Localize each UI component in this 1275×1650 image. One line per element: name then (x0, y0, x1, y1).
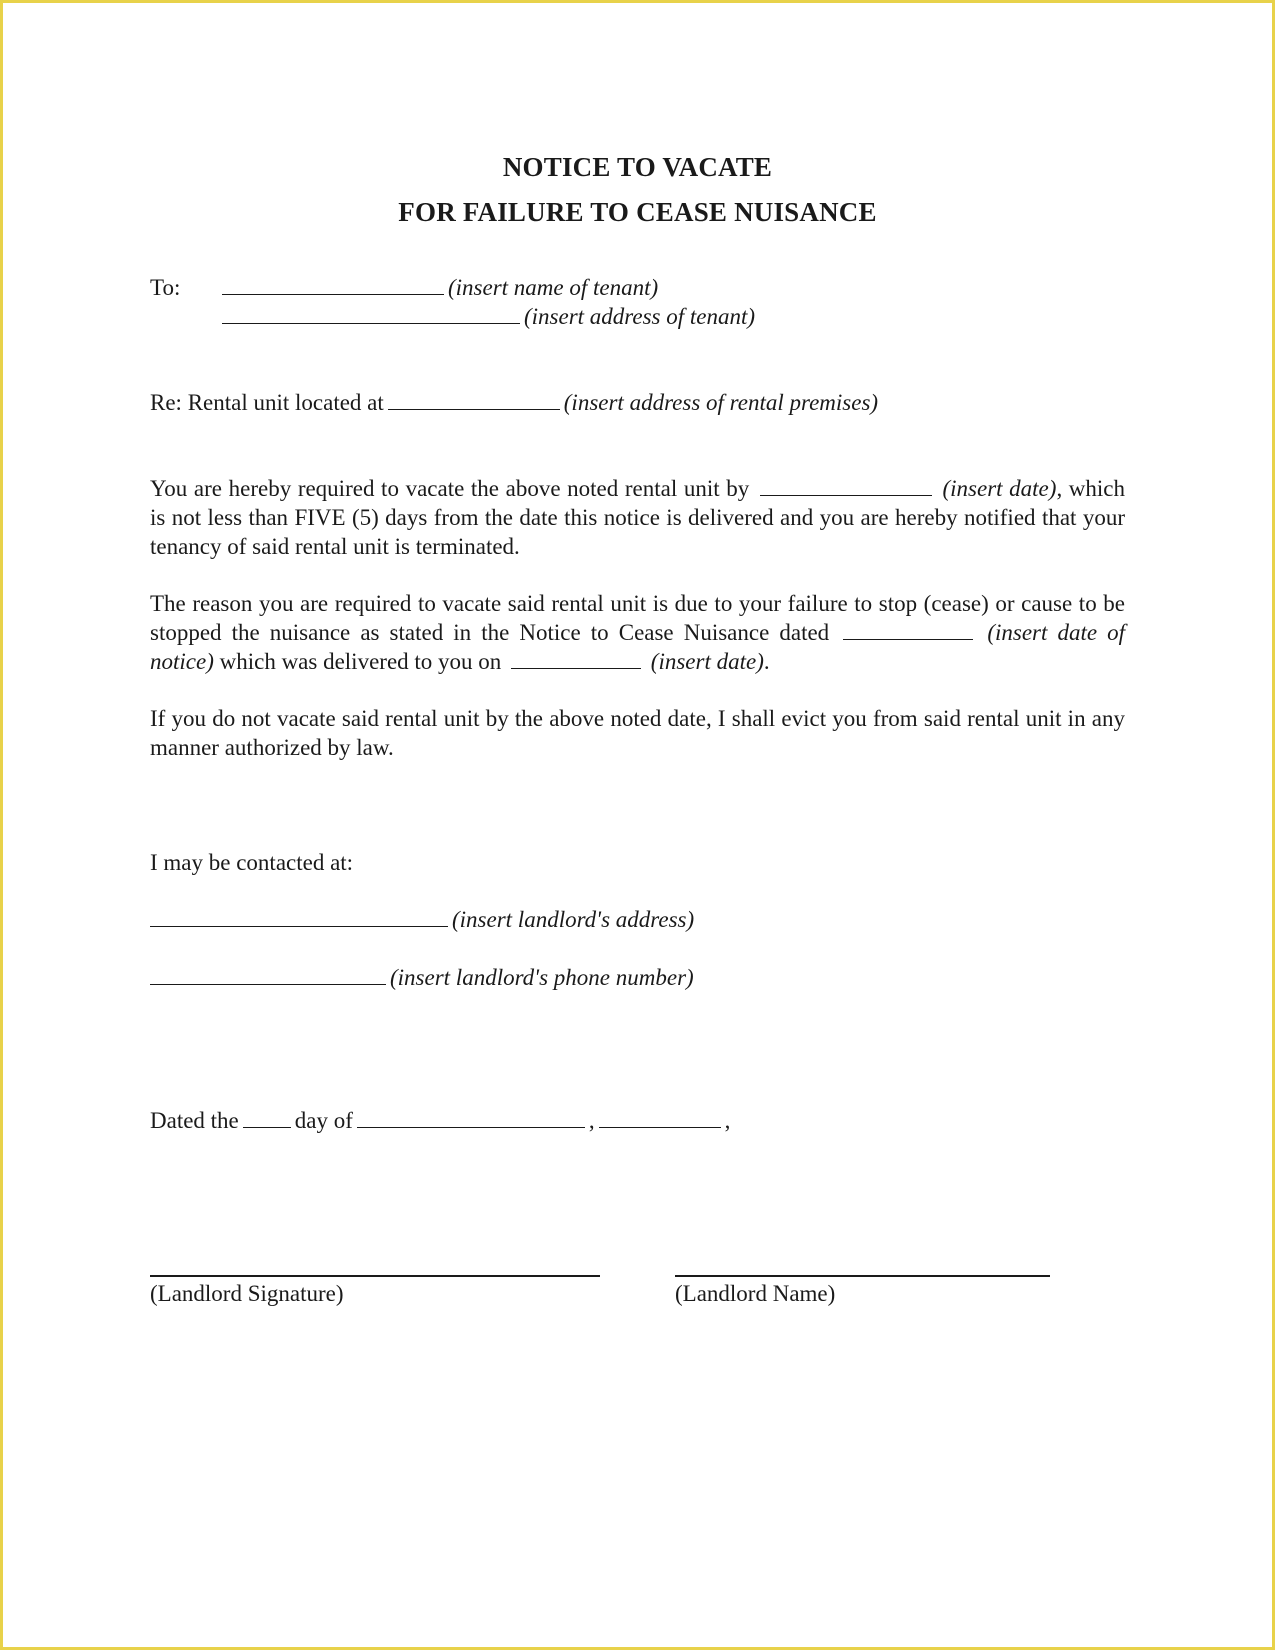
landlord-phone-hint: (insert landlord's phone number) (390, 965, 694, 990)
day-blank (243, 1107, 291, 1128)
vacate-date-blank (760, 475, 932, 496)
dated-sep2: , (724, 1108, 731, 1133)
notice-date-blank (843, 619, 973, 640)
reason-text-c: . (763, 649, 770, 674)
landlord-phone-blank (150, 964, 386, 985)
dated-text-b: day of (294, 1108, 353, 1133)
vacate-text-b: , which is not less than FIVE (5) days from the date this notice is delivered and you are hereby notified that your tenancy of said rental unit is terminated. (150, 476, 1126, 559)
landlord-name-line (675, 1275, 1050, 1277)
delivery-date-hint: (insert date) (650, 649, 764, 674)
evict-paragraph: If you do not vacate said rental unit by the above noted date, I shall evict you from said rental unit in any manner authorized by law. (150, 706, 1125, 760)
vacate-date-hint: (insert date) (942, 476, 1057, 501)
contact-label: I may be contacted at: (150, 850, 354, 875)
document-title-line1: NOTICE TO VACATE (502, 152, 773, 182)
landlord-address-hint: (insert landlord's address) (452, 907, 695, 932)
landlord-address-blank (150, 906, 448, 927)
tenant-name-row (222, 273, 658, 302)
to-label: To: (150, 275, 181, 300)
notice-date-hint: (insert date of notice) (150, 620, 1126, 674)
delivery-date-blank (511, 648, 641, 669)
dated-row (150, 1106, 730, 1135)
re-row (150, 388, 878, 417)
document-title-line2: FOR FAILURE TO CEASE NUISANCE (398, 197, 877, 227)
tenant-name-blank (222, 274, 444, 295)
month-blank (357, 1107, 585, 1128)
landlord-signature-line (150, 1275, 600, 1277)
rental-address-blank (388, 389, 560, 410)
landlord-name-label: (Landlord Name) (675, 1281, 836, 1306)
tenant-address-hint: (insert address of tenant) (524, 304, 756, 329)
tenant-address-row (222, 302, 755, 331)
dated-sep1: , (588, 1108, 595, 1133)
landlord-address-row (150, 905, 694, 934)
reason-text-b: which was delivered to you on (219, 649, 502, 674)
year-blank (599, 1107, 721, 1128)
landlord-signature-label: (Landlord Signature) (150, 1281, 344, 1306)
reason-text-a: The reason you are required to vacate said rental unit is due to your failure to stop (cease) or cause to be stopped the nuisance as stated in the Notice to Cease Nuisance dated (150, 591, 1125, 645)
dated-text-a: Dated the (150, 1108, 239, 1133)
tenant-address-blank (222, 303, 520, 324)
re-label: Re: Rental unit located at (150, 390, 384, 415)
vacate-text-a: You are hereby required to vacate the above noted rental unit by (150, 476, 750, 501)
rental-address-hint: (insert address of rental premises) (563, 390, 879, 415)
landlord-phone-row (150, 963, 694, 992)
reason-paragraph (150, 589, 1125, 676)
tenant-name-hint: (insert name of tenant) (448, 275, 659, 300)
vacate-paragraph (150, 474, 1125, 561)
